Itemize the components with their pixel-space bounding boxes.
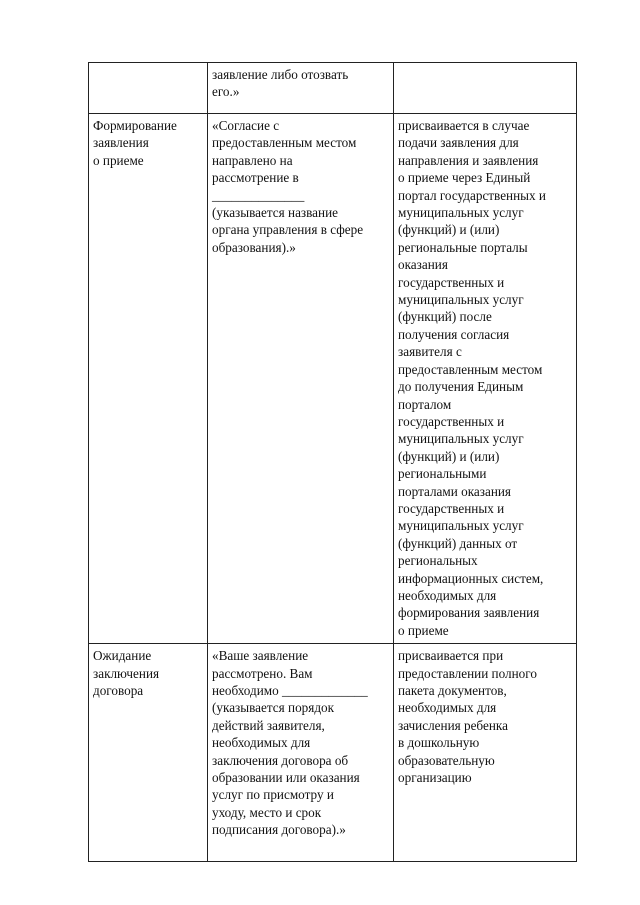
assignment-condition: присваивается при предоставлении полного пакета документов, необходимых для зачисления ребенка в дошкольную образовательную организацию [398, 648, 537, 786]
status-cell [89, 63, 208, 114]
status-table [88, 62, 577, 862]
message-cell [208, 644, 394, 862]
condition-cell [394, 644, 577, 862]
message-cell [208, 63, 394, 114]
status-cell [89, 644, 208, 862]
table-row [89, 644, 577, 862]
status-name: Ожидание заключения договора [93, 648, 160, 698]
status-cell [89, 114, 208, 644]
condition-cell [394, 63, 577, 114]
notification-text: «Согласие с предоставленным местом направлено на рассмотрение в ______________ (указывается название органа управления в сфере образования).» [212, 118, 364, 255]
status-name: Формирование заявления о приеме [93, 118, 177, 168]
table-row [89, 63, 577, 114]
table-row [89, 114, 577, 644]
message-cell [208, 114, 394, 644]
condition-cell [394, 114, 577, 644]
notification-text: «Ваше заявление рассмотрено. Вам необходимо _____________ (указывается порядок действий заявителя, необходимых для заключения договора об образовании или оказания услуг по присмотру и уходу, место и срок подписания договора).» [212, 648, 368, 838]
notification-text: заявление либо отозвать его.» [212, 67, 349, 100]
assignment-condition: присваивается в случае подачи заявления для направления и заявления о приеме через Единый портал государственных и муниципальных услуг (функций) и (или) региональные порталы оказания государственных и муниципальных услуг (функций) после получения согласия заявителя с предоставленным местом до получения Единым порталом государственных и муниципальных услуг (функций) и (или) региональными порталами оказания государственных и муниципальных услуг (функций) данных от региональных информационных систем, необходимых для формирования заявления о приеме [398, 118, 546, 638]
